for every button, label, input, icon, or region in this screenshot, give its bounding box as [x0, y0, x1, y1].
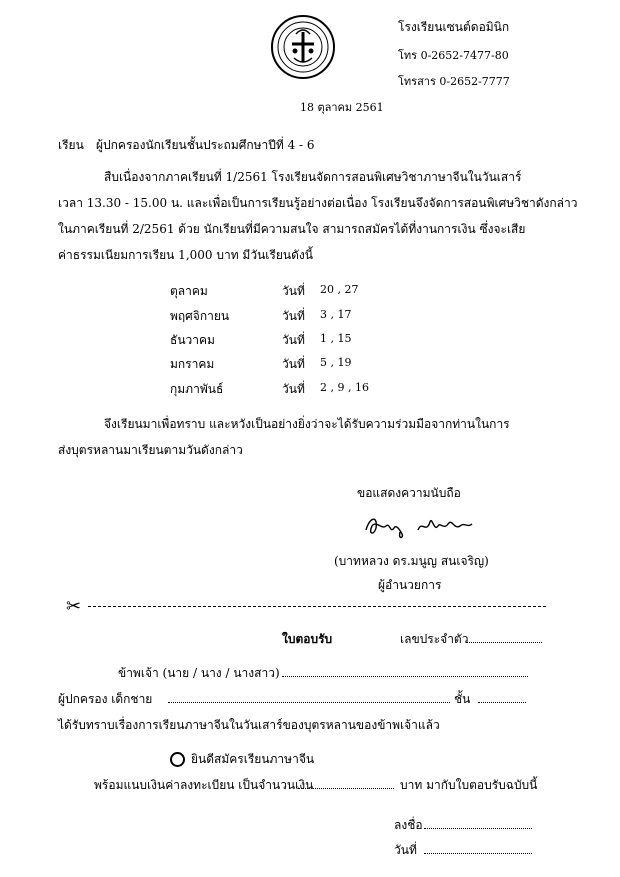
schedule-month: พฤศจิกายน	[170, 309, 230, 323]
schedule-days: 3 , 17	[320, 308, 352, 321]
date-label: วันที่	[394, 843, 417, 857]
school-name: โรงเรียนเซนต์ดอมินิก	[398, 20, 510, 34]
schedule-days: 2 , 9 , 16	[320, 381, 369, 394]
schedule-day-label: วันที่	[282, 357, 305, 371]
director-signature	[360, 508, 480, 542]
enroll-option-label: ยินดีสมัครเรียนภาษาจีน	[191, 752, 315, 766]
schedule-day-label: วันที่	[282, 382, 305, 396]
student-id-field[interactable]	[466, 632, 542, 643]
schedule-days: 20 , 27	[320, 283, 359, 296]
reply-slip-title: ใบตอบรับ	[282, 632, 333, 646]
closing-line: จึงเรียนมาเพื่อทราบ และหวังเป็นอย่างยิ่งว่าจะได้รับความร่วมมือจากท่านในการ	[104, 417, 510, 431]
date-field[interactable]	[424, 843, 532, 854]
school-fax: โทรสาร 0-2652-7777	[398, 75, 510, 88]
cut-line	[88, 606, 546, 607]
payment-amount-field[interactable]	[298, 778, 394, 789]
signer-name: (บาทหลวง ดร.มนูญ สนเจริญ)	[334, 554, 489, 568]
schedule-days: 5 , 19	[320, 356, 352, 369]
guardian-label: ผู้ปกครอง เด็กชาย	[58, 692, 153, 706]
body-line: ในภาคเรียนที่ 2/2561 ด้วย นักเรียนที่มีความสนใจ สามารถสมัครได้ที่งานการเงิน ซึ่งจะเสีย	[58, 222, 526, 236]
salutation-label: เรียน	[58, 138, 84, 152]
parent-name-label: ข้าพเจ้า (นาย / นาง / นางสาว)	[118, 666, 280, 680]
sign-field[interactable]	[424, 818, 532, 829]
schedule-month: กุมภาพันธ์	[170, 382, 224, 396]
enroll-radio[interactable]	[170, 752, 185, 767]
schedule-month: ตุลาคม	[170, 284, 208, 298]
schedule-day-label: วันที่	[282, 333, 305, 347]
regards: ขอแสดงความนับถือ	[357, 486, 461, 500]
schedule-month: มกราคม	[170, 357, 215, 371]
acknowledgement-line: ได้รับทราบเรื่องการเรียนภาษาจีนในวันเสาร์ของบุตรหลานของข้าพเจ้าแล้ว	[58, 718, 440, 732]
child-name-field[interactable]	[168, 692, 450, 703]
schedule-days: 1 , 15	[320, 332, 352, 345]
student-id-label: เลขประจำตัว	[400, 632, 469, 646]
school-phone: โทร 0-2652-7477-80	[398, 49, 509, 62]
schedule-month: ธันวาคม	[170, 333, 215, 347]
school-seal-icon	[270, 14, 336, 80]
signer-title: ผู้อำนวยการ	[378, 578, 442, 592]
letter-date: 18 ตุลาคม 2561	[300, 101, 384, 114]
schedule-day-label: วันที่	[282, 309, 305, 323]
parent-name-field[interactable]	[282, 666, 528, 677]
class-field[interactable]	[478, 692, 526, 703]
payment-prefix: พร้อมแนบเงินค่าลงทะเบียน เป็นจำนวนเงิน	[94, 778, 314, 792]
payment-suffix: บาท มากับใบตอบรับฉบับนี้	[400, 778, 538, 792]
class-label: ชั้น	[454, 692, 471, 706]
salutation-recipient: ผู้ปกครองนักเรียนชั้นประถมศึกษาปีที่ 4 - 6	[96, 138, 315, 152]
sign-label: ลงชื่อ	[394, 818, 423, 832]
closing-line: ส่งบุตรหลานมาเรียนตามวันดังกล่าว	[58, 443, 243, 457]
scissors-icon: ✂	[66, 596, 82, 617]
body-line: เวลา 13.30 - 15.00 น. และเพื่อเป็นการเรียนรู้อย่างต่อเนื่อง โรงเรียนจึงจัดการสอนพิเศษวิชาดังกล่าว	[58, 196, 578, 210]
enroll-option[interactable]	[170, 750, 314, 769]
body-line: ค่าธรรมเนียมการเรียน 1,000 บาท มีวันเรียนดังนี้	[58, 248, 313, 262]
schedule-day-label: วันที่	[282, 284, 305, 298]
body-line: สืบเนื่องจากภาคเรียนที่ 1/2561 โรงเรียนจัดการสอนพิเศษวิชาภาษาจีนในวันเสาร์	[104, 170, 522, 184]
